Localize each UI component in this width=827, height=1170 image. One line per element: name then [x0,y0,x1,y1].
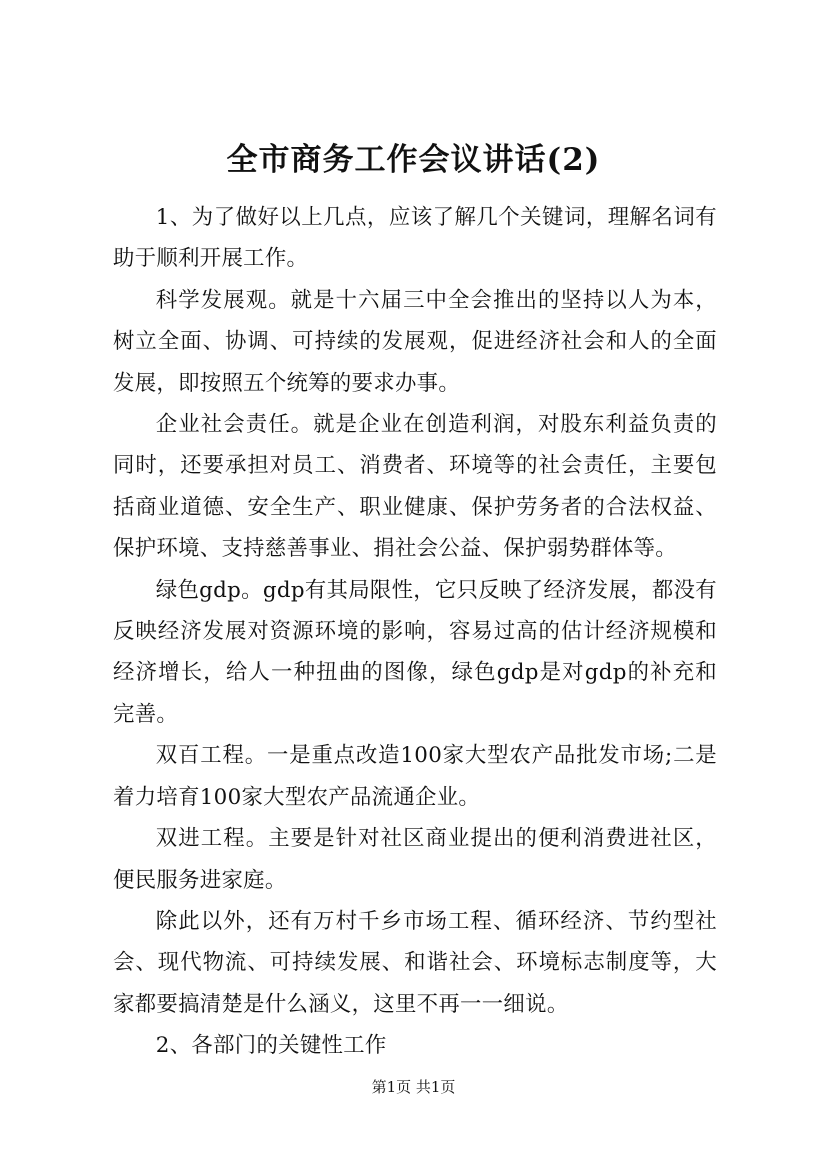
paragraph-double-entry: 双进工程。主要是针对社区商业提出的便利消费进社区，便民服务进家庭。 [113,826,717,893]
paragraph-key-work-heading: 2、各部门的关键性工作 [155,1033,387,1059]
paragraph-double-hundred: 双百工程。一是重点改造100家大型农产品批发市场;二是着力培育100家大型农产品流通企业。 [113,743,717,810]
paragraph-green-gdp: 绿色gdp。gdp有其局限性，它只反映了经济发展，都没有反映经济发展对资源环境的影响，容易过高的估计经济规模和经济增长，给人一种扭曲的图像，绿色gdp是对gdp的补充和完善。 [113,577,717,727]
page-footer: 第1页 共1页 [371,1078,456,1096]
paragraph-keywords-intro: 1、为了做好以上几点，应该了解几个关键词，理解名词有助于顺利开展工作。 [113,205,717,272]
document-title: 全市商务工作会议讲话(2) [226,142,601,178]
document-body [113,197,717,1067]
paragraph-other-projects: 除此以外，还有万村千乡市场工程、循环经济、节约型社会、现代物流、可持续发展、和谐社会、环境标志制度等，大家都要搞清楚是什么涵义，这里不再一一细说。 [113,908,717,1017]
paragraph-scientific-development: 科学发展观。就是十六届三中全会推出的坚持以人为本，树立全面、协调、可持续的发展观，促进经济社会和人的全面发展，即按照五个统筹的要求办事。 [113,287,717,396]
paragraph-corporate-responsibility: 企业社会责任。就是企业在创造利润，对股东利益负责的同时，还要承担对员工、消费者、环境等的社会责任，主要包括商业道德、安全生产、职业健康、保护劳务者的合法权益、保护环境、支持慈善事业、捐社会公益、保护弱势群体等。 [113,412,717,562]
